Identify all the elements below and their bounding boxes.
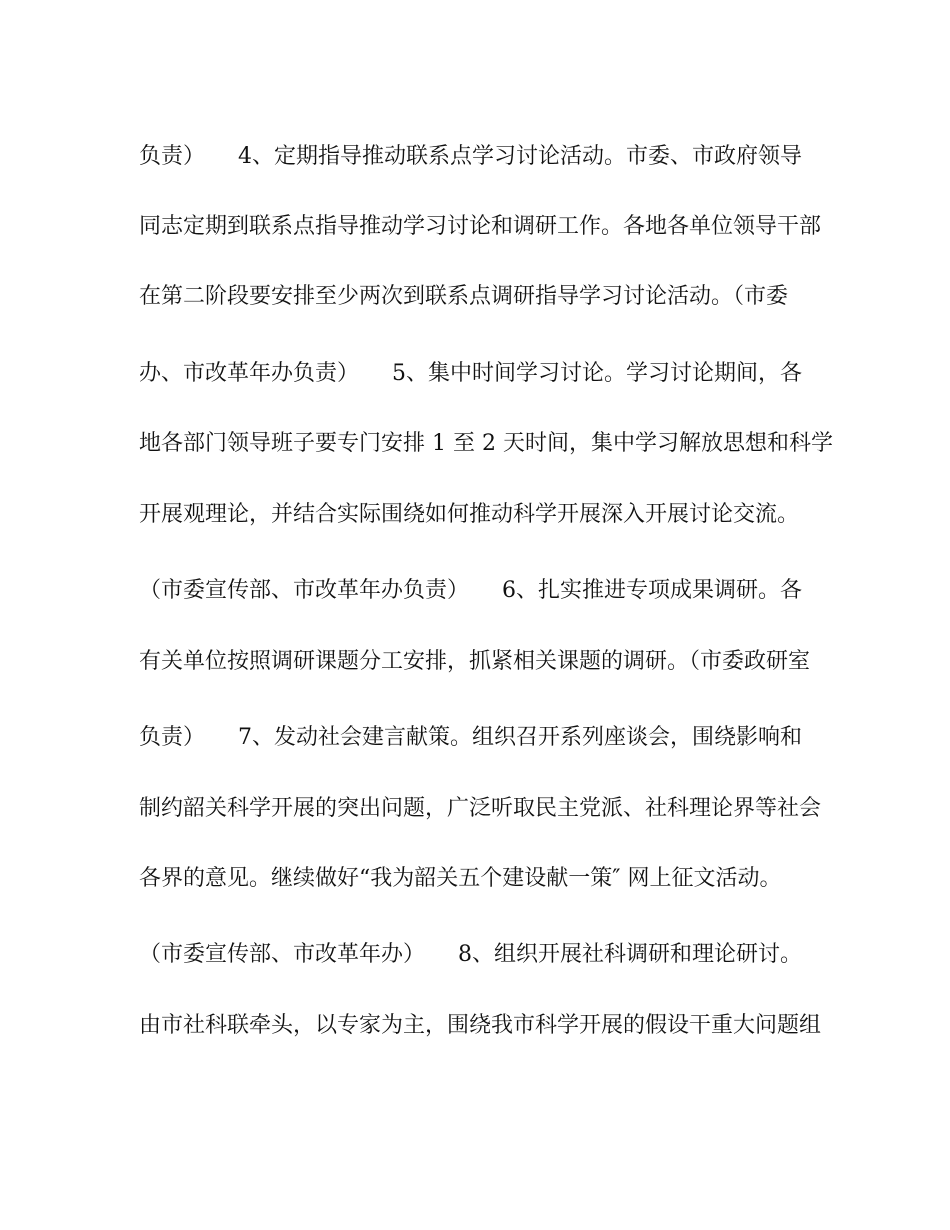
text-line: 各界的意见。继续做好“我为韶关五个建设献一策″ 网上征文活动。: [139, 866, 782, 891]
text-line: 负责） 7、发动社会建言献策。组织召开系列座谈会，围绕影响和: [139, 725, 802, 750]
text-line: （市委宣传部、市改革年办） 8、组织开展社科调研和理论研讨。: [139, 942, 802, 967]
text-line: 同志定期到联系点指导推动学习讨论和调研工作。各地各单位领导干部: [139, 214, 822, 239]
text-line: 办、市改革年办负责） 5、集中时间学习讨论。学习讨论期间，各: [139, 361, 802, 386]
text-line: 在第二阶段要安排至少两次到联系点调研指导学习讨论活动。（市委: [139, 284, 789, 309]
text-line: （市委宣传部、市改革年办负责） 6、扎实推进专项成果调研。各: [139, 578, 802, 603]
text-line: 负责） 4、定期指导推动联系点学习讨论活动。市委、市政府领导: [139, 144, 802, 169]
text-line: 地各部门领导班子要专门安排 1 至 2 天时间，集中学习解放思想和科学: [139, 431, 833, 456]
text-line: 制约韶关科学开展的突出问题，广泛听取民主党派、社科理论界等社会: [139, 796, 822, 821]
text-line: 由市社科联牵头，以专家为主，围绕我市科学开展的假设干重大问题组: [139, 1013, 822, 1038]
text-line: 有关单位按照调研课题分工安排，抓紧相关课题的调研。（市委政研室: [139, 649, 811, 674]
text-line: 开展观理论，并结合实际围绕如何推动科学开展深入开展讨论交流。: [139, 502, 800, 527]
